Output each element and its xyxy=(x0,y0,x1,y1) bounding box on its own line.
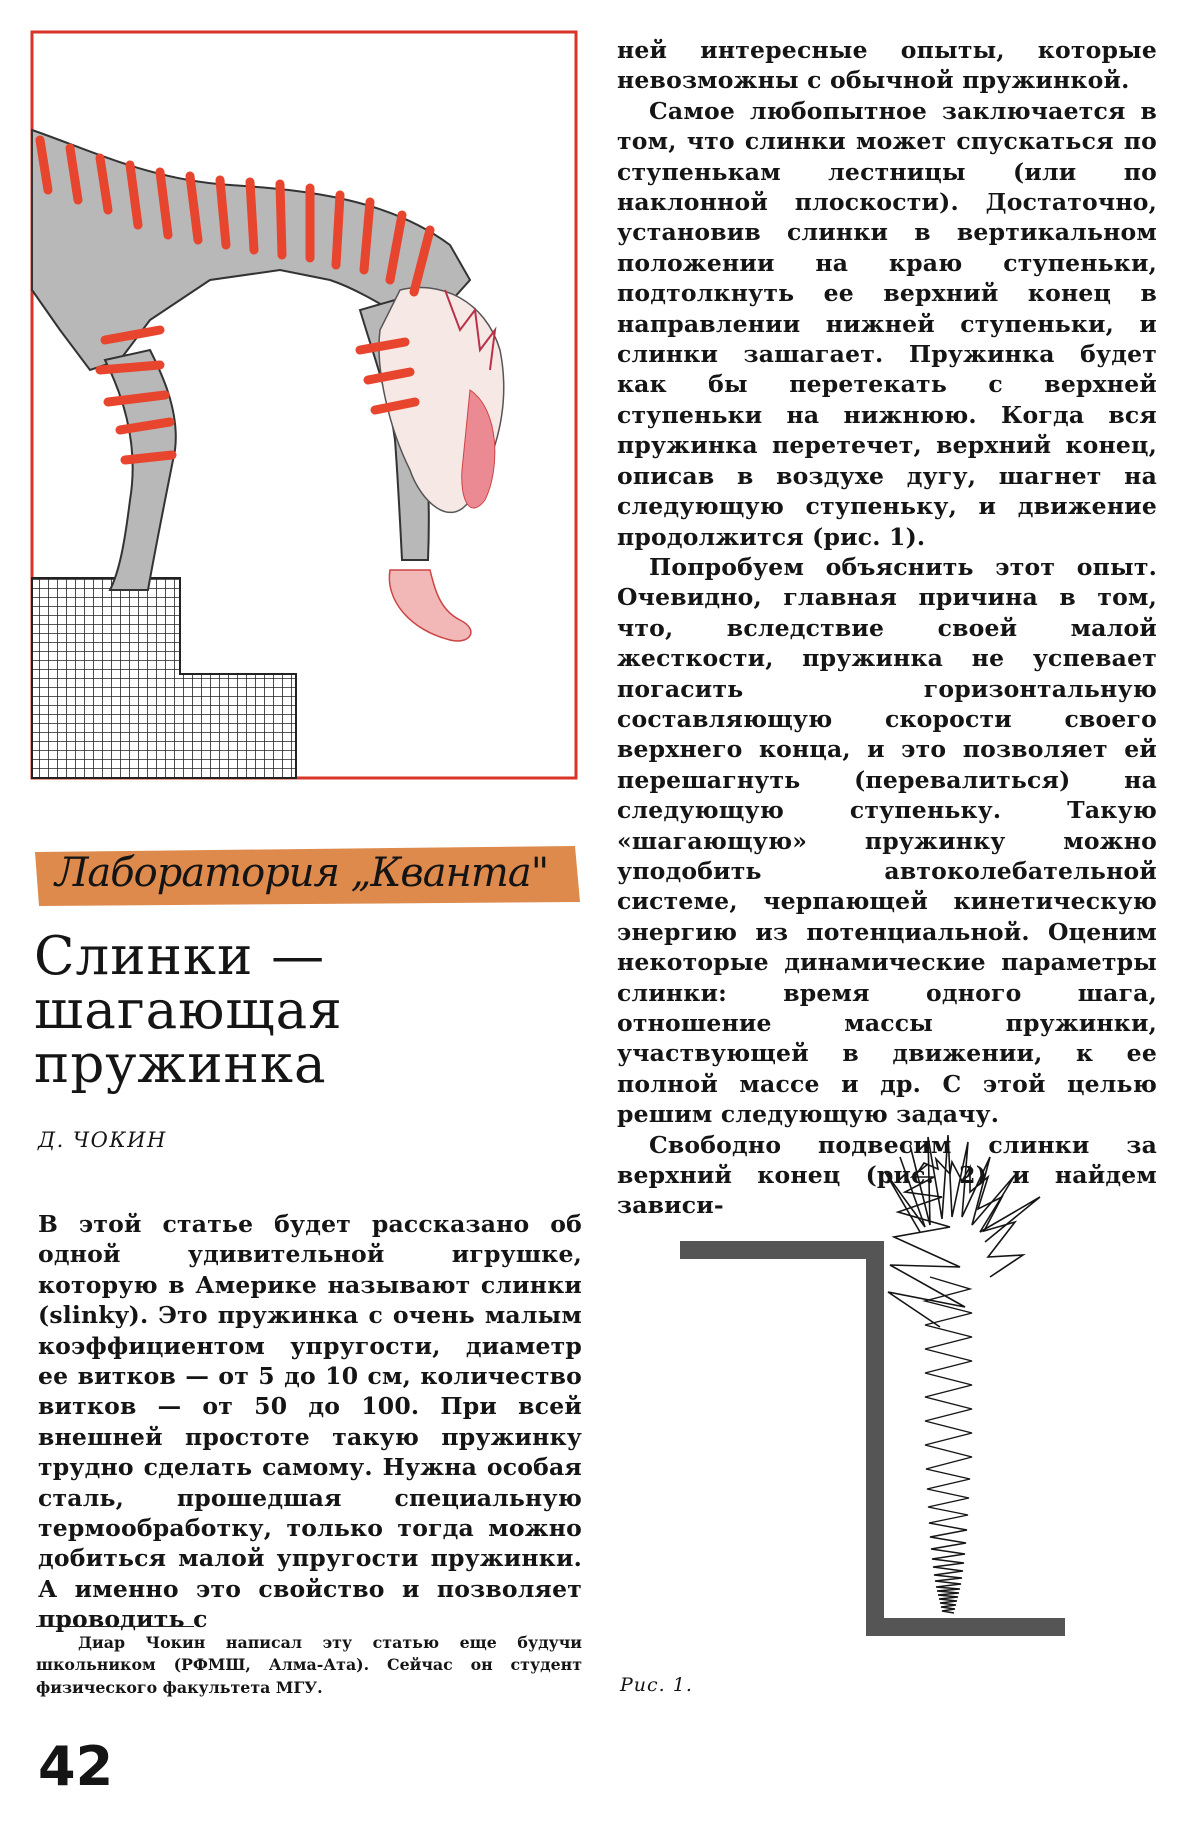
intro-paragraph: В этой статье будет рассказано об одной удивительной игрушке, которую в Америке называют слинки (slinky). Это пружинка с очень малым коэффициентом упругости, диаметр ее витков — от 5 до 10 см, количество витков — от 50 до 100. При всей внешней простоте такую пружинку трудно сделать самому. Нужна особая сталь, прошедшая специальную термообработку, только тогда можно добиться малой упругости пружинки. А именно это свойство и позволяет проводить с xyxy=(38,1210,582,1634)
footnote-divider xyxy=(36,1626,194,1627)
section-label: Лаборатория „Кванта" xyxy=(55,850,549,896)
title-line-1: Слинки — xyxy=(34,926,326,987)
right-column xyxy=(617,35,1157,1221)
slinky-coils xyxy=(925,1277,972,1613)
slinky-arc xyxy=(885,1135,1040,1327)
title-line-2: шагающая xyxy=(34,980,343,1041)
stair-profile xyxy=(680,1250,1065,1627)
title-line-3: пружинка xyxy=(34,1034,327,1095)
paragraph-explanation: Попробуем объяснить этот опыт. Очевидно, главная причина в том, что, вследствие своей малой жесткости, пружинка не успевает погасить горизонтальную составляющую скорости своего верхнего конца, и это позволяет ей перешагнуть (перевалиться) на следующую ступеньку. Такую «шагающую» пружинку можно уподобить автоколебательной системе, черпающей кинетическую энергию из потенциальной. Оценим некоторые динамические параметры слинки: время одного шага, отношение массы пружинки, участвующей в движении, к ее полной массе и др. С этой целью решим следующую задачу. xyxy=(617,552,1157,1129)
paragraph-continued: ней интересные опыты, которые невозможны с обычной пружинкой. xyxy=(617,36,1157,95)
footnote-text: Диар Чокин написал эту статью еще будучи школьником (РФМШ, Алма-Ата). Сейчас он студент физического факультета МГУ. xyxy=(36,1633,582,1697)
paragraph-task: Свободно подвесим слинки за верхний конец (рис. 2) и найдем зависи- xyxy=(617,1130,1157,1220)
page-number: 42 xyxy=(38,1735,114,1798)
figure-slinky-diagram xyxy=(680,1117,1100,1677)
section-ribbon xyxy=(35,840,580,912)
figure-caption: Рис. 1. xyxy=(620,1674,693,1696)
author-name: Д. ЧОКИН xyxy=(38,1128,167,1152)
footnote xyxy=(36,1632,582,1699)
paragraph-stairs: Самое любопытное заключается в том, что слинки может спускаться по ступенькам лестницы (или по наклонной плоскости). Достаточно, установив слинки в вертикальном положении на краю ступеньки, подтолкнуть ее верхний конец в направлении нижней ступеньки, и слинки зашагает. Пружинка будет как бы перетекать с верхней ступеньки на нижнюю. Когда вся пружинка перетечет, верхний конец, описав в воздухе дугу, шагнет на следующую ступеньку, и движение продолжится (рис. 1). xyxy=(617,96,1157,551)
acrobat-illustration xyxy=(30,30,580,782)
article-title xyxy=(34,926,574,1095)
